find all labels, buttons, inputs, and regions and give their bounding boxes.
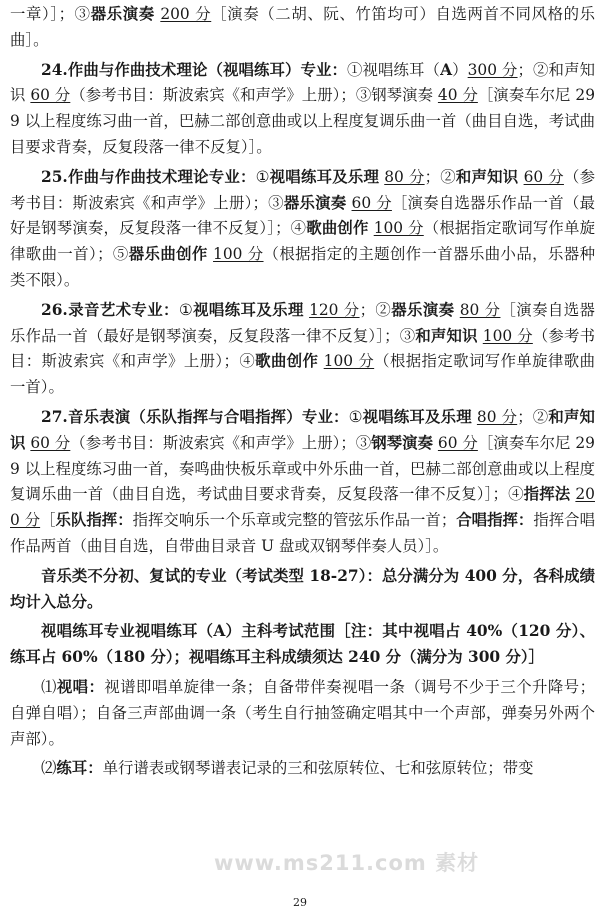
bold-text: 器乐曲创作	[128, 245, 208, 264]
para-continued-intro	[10, 2, 595, 54]
bold-text: 视唱练耳及乐理	[193, 300, 304, 319]
bold-text: 钢琴演奏	[371, 433, 433, 452]
text-run: ［演奏自选器乐作品一首（最好是钢琴演奏，反复段落一律不反复）］；③	[10, 300, 595, 345]
bold-text: 器乐演奏	[283, 193, 347, 212]
text-run: ［演奏车尔尼 299 以上程度练习曲一首，巴赫二部创意曲或以上程度复调乐曲一首（曲目自选，考试曲目要求背奏，反复段落一律不反复）］。	[10, 86, 595, 156]
bold-text: 合唱指挥：	[456, 511, 534, 530]
text-run: （根据指定歌词写作单旋律歌曲一首）。	[10, 352, 595, 397]
site-watermark: www.ms211.com 素材	[214, 851, 480, 875]
text-run: ［演奏（二胡、阮、竹笛均可）自选两首不同风格的乐曲］。	[10, 5, 595, 49]
text-run: ①	[178, 300, 194, 319]
text-run: （参考书目：斯波索宾《和声学》上册）；③	[70, 433, 372, 452]
text-run: 一章）］；③	[10, 5, 91, 23]
text-run: ①视唱练耳（	[347, 60, 441, 79]
score-value: 100 分	[323, 352, 375, 371]
score-value: 60 分	[523, 167, 564, 186]
para-ear-training-scope	[10, 619, 595, 671]
text-run: 视谱即唱单旋律一条；自备带伴奏视唱一条（调号不少于三个升降号；自弹自唱）；自备三声部曲调一条（考生自行抽签确定唱其中一个声部，弹奏另外两个声部）。	[10, 677, 595, 748]
text-run: （参考书目：斯波索宾《和声学》上册）；③钢琴演奏	[70, 86, 438, 105]
text-run: ［	[40, 511, 56, 530]
bold-text: 视唱练耳及乐理	[269, 167, 380, 186]
bold-text: 指挥法	[523, 485, 571, 504]
para-total-score-note	[10, 564, 595, 616]
text-run: ；②	[359, 300, 392, 319]
bold-text: 和声知识	[455, 167, 519, 186]
score-value: 60 分	[30, 433, 71, 452]
bold-text: A	[440, 60, 453, 79]
score-value: 60 分	[351, 193, 392, 212]
score-value: 80 分	[384, 167, 425, 186]
text-run: ①	[255, 167, 270, 186]
text-run: （参考书目：斯波索宾《和声学》上册）；④	[10, 326, 595, 371]
score-value: 200 分	[10, 485, 595, 530]
document-body	[10, 2, 595, 782]
text-run: ）	[452, 60, 468, 79]
text-run: ［演奏自选器乐作品一首（最好是钢琴演奏，反复段落一律不反复）］；④	[10, 193, 595, 238]
para-major-26	[10, 298, 595, 401]
score-value: 80 分	[476, 407, 518, 426]
bold-text: 歌曲创作	[306, 219, 369, 238]
score-value: 60 分	[30, 86, 71, 105]
para-major-25	[10, 165, 595, 294]
bold-text: 和声知识	[10, 407, 595, 452]
score-value: 100 分	[373, 219, 424, 238]
text-run: 单行谱表或钢琴谱表记录的三和弦原转位、七和弦原转位；带变	[102, 759, 534, 778]
bold-text: 视唱：	[56, 677, 105, 696]
score-value: 60 分	[437, 433, 478, 452]
bold-text: 和声知识	[415, 326, 478, 345]
text-run: ；②	[517, 407, 549, 426]
score-value: 40 分	[437, 86, 478, 105]
para-sight-singing	[10, 675, 595, 752]
score-value: 200 分	[160, 5, 212, 23]
bold-text: 25.作曲与作曲技术理论专业：	[41, 167, 256, 186]
bold-text: 24.作曲与作曲技术理论（视唱练耳）专业：	[41, 60, 348, 79]
bold-text: 歌曲创作	[255, 352, 319, 371]
para-ear-training	[10, 756, 595, 782]
bold-text: 音乐类不分初、复试的专业（考试类型 18-27）：总分满分为 400 分，各科成绩均计入总分。	[10, 566, 595, 611]
text-run: ［演奏车尔尼 299 以上程度练习曲一首，奏鸣曲快板乐章或中外乐曲一首，巴赫二部创意曲或以上程度复调乐曲一首（曲目自选，考试曲目要求背奏，反复段落一律不反复）］；④	[10, 433, 595, 504]
text-run: ；②	[424, 167, 456, 186]
bold-text: 练耳：	[56, 759, 103, 778]
text-run: ⑵	[41, 759, 57, 778]
score-value: 100 分	[482, 326, 533, 345]
para-major-27	[10, 405, 595, 560]
text-run: ；②和声知识	[10, 60, 595, 105]
text-run: ①	[348, 407, 363, 426]
text-run: （参考书目：斯波索宾《和声学》上册）；③	[10, 167, 595, 212]
bold-text: 视唱练耳专业视唱练耳（A）主科考试范围［注：其中视唱占 40%（120 分）、练耳占 60%（180 分）；视唱练耳主科成绩须达 240 分（满分为 300 分）］	[10, 622, 595, 667]
bold-text: 视唱练耳及乐理	[362, 407, 472, 426]
text-run: （根据指定歌词写作单旋律歌曲一首）；⑤	[10, 219, 595, 264]
bold-text: 器乐演奏	[391, 300, 455, 319]
page-number: 29	[293, 896, 307, 909]
score-value: 300 分	[467, 60, 518, 79]
score-value: 80 分	[459, 300, 501, 319]
text-run: 指挥合唱作品两首（曲目自选，自带曲目录音 U 盘或双钢琴伴奏人员）］。	[10, 511, 595, 555]
score-value: 120 分	[309, 300, 360, 319]
text-run: ⑴	[41, 677, 57, 696]
bold-text: 27.音乐表演（乐队指挥与合唱指挥）专业：	[41, 407, 349, 426]
text-run: 指挥交响乐一个乐章或完整的管弦乐作品一首；	[132, 511, 457, 530]
bold-text: 乐队指挥：	[55, 511, 133, 530]
para-major-24	[10, 58, 595, 161]
bold-text: 26.录音艺术专业：	[41, 300, 179, 319]
score-value: 100 分	[213, 245, 264, 264]
bold-text: 器乐演奏	[90, 5, 155, 23]
text-run: （根据指定的主题创作一首器乐曲小品，乐器种类不限）。	[10, 245, 595, 289]
